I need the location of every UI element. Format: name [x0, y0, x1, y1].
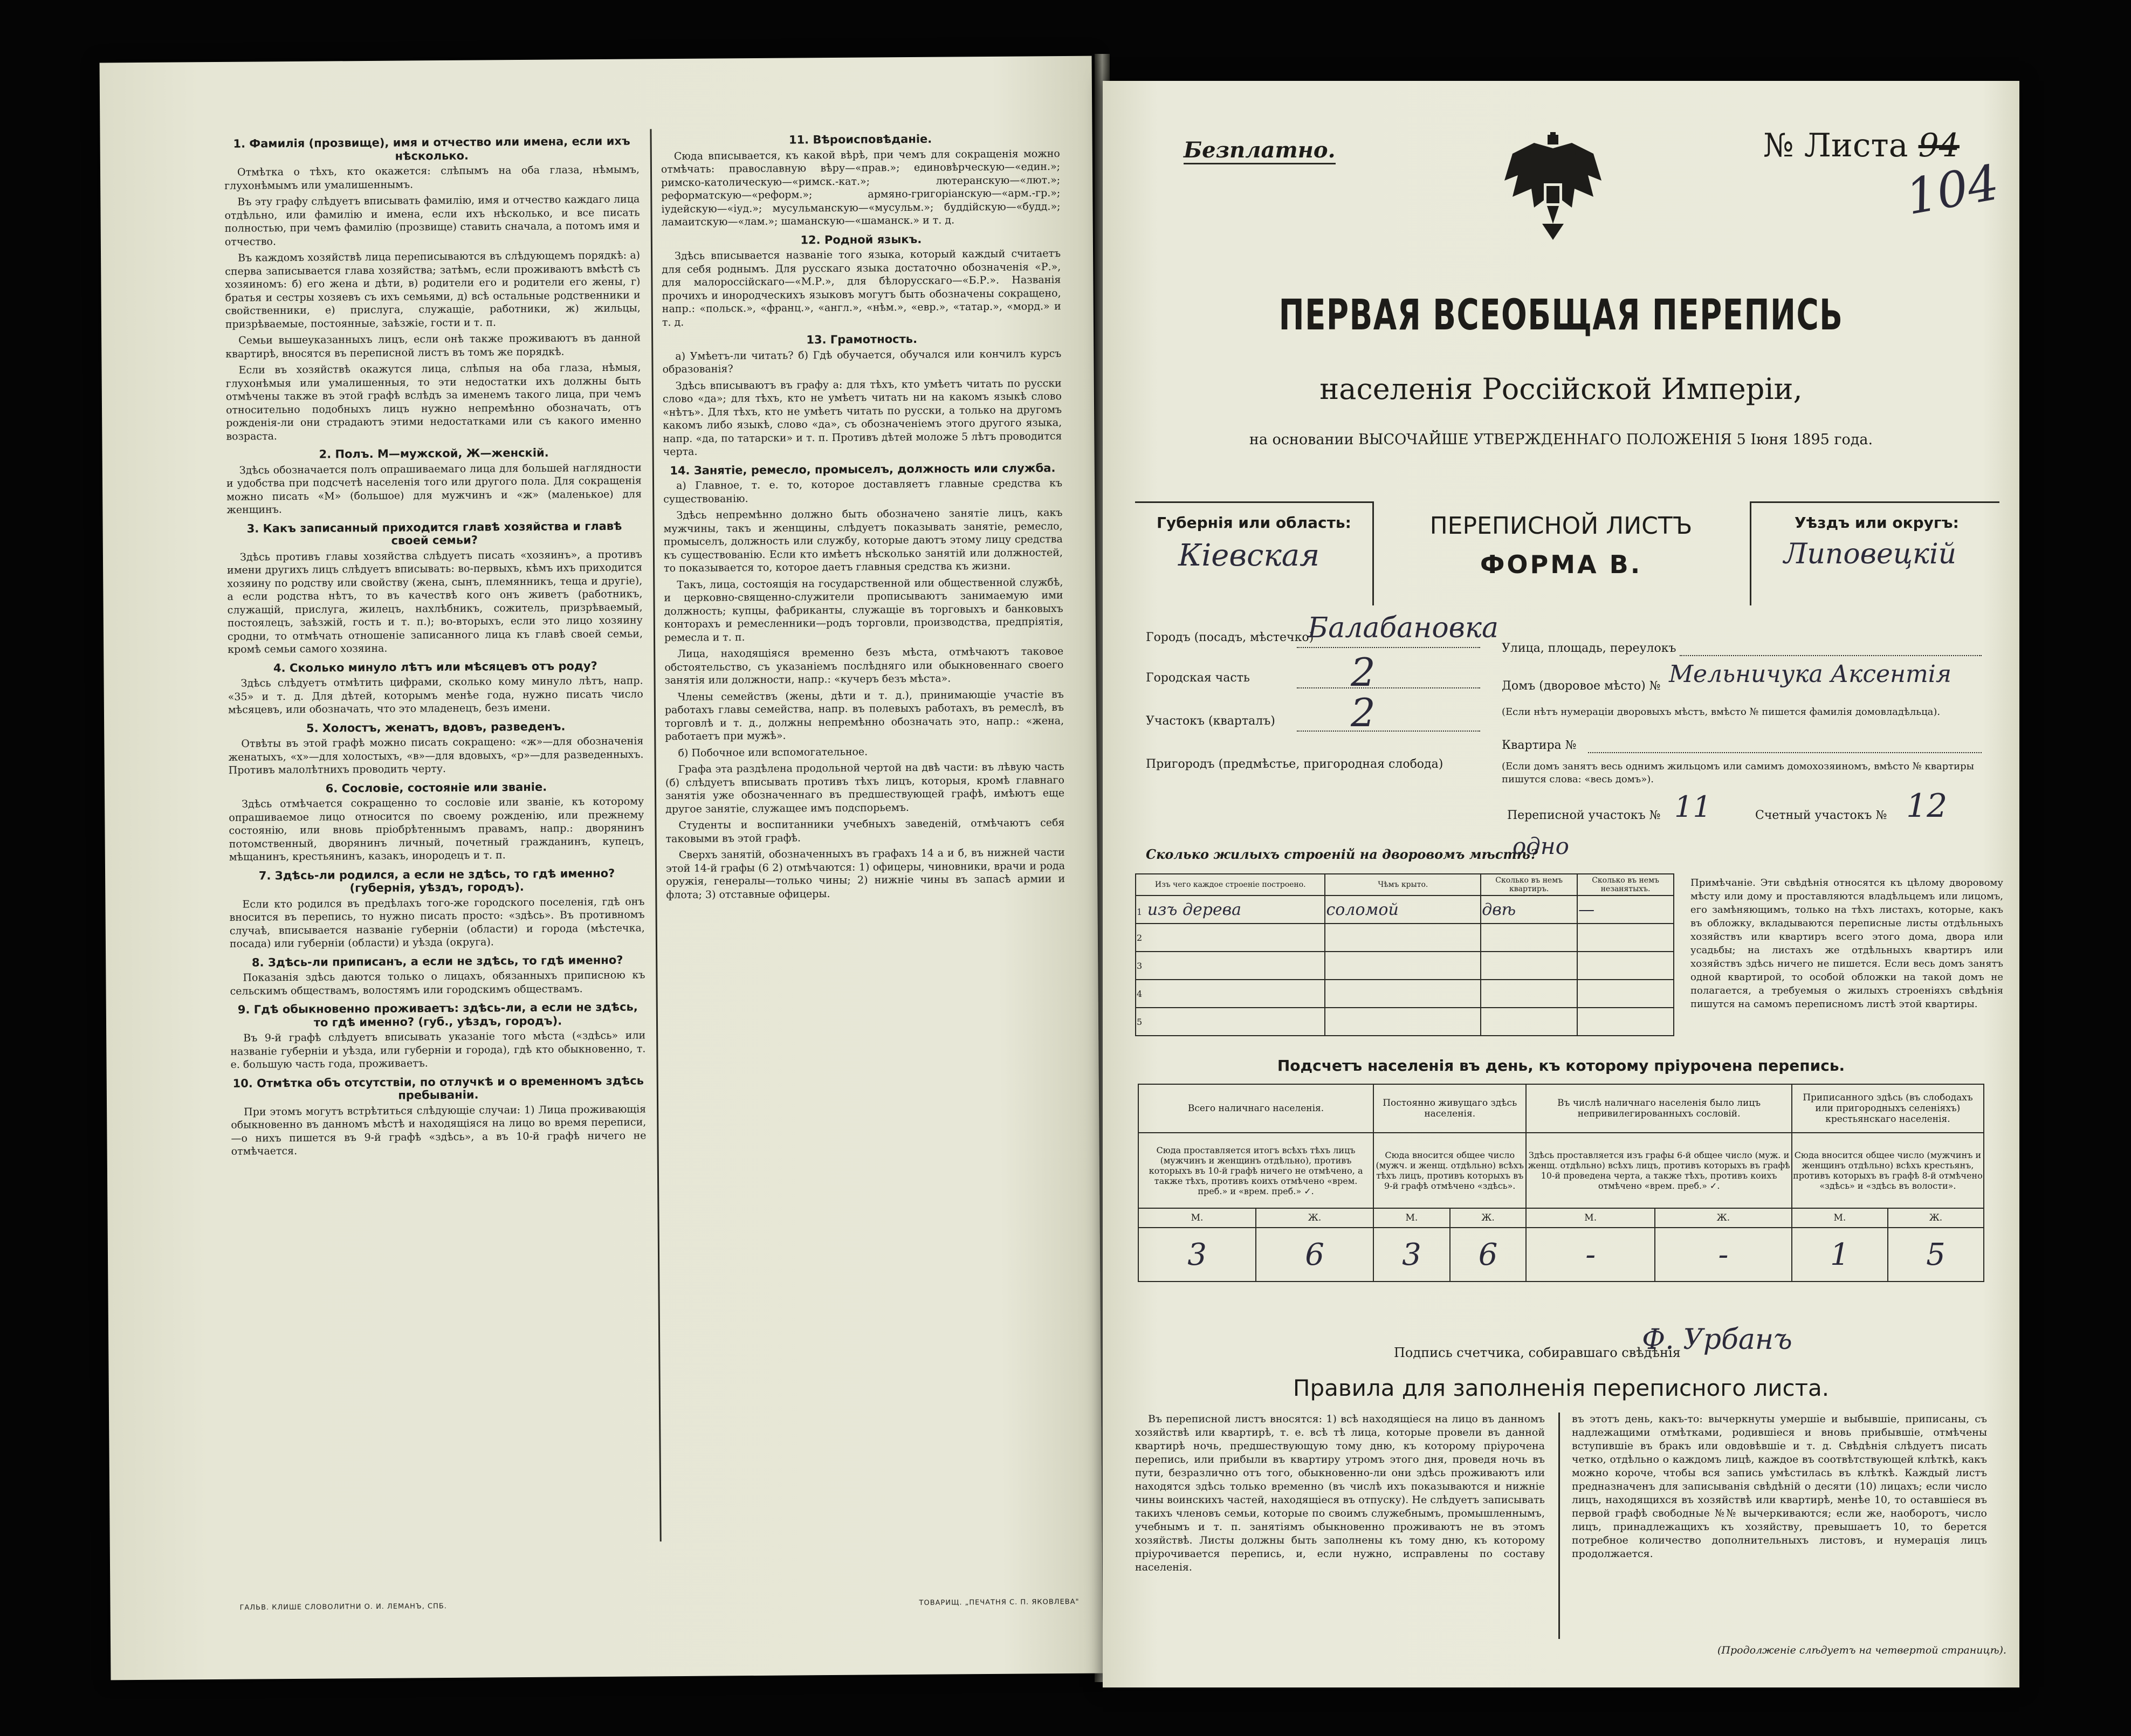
- section-paragraph: Члены семействъ (жены, дѣти и т. д.), принимающіе участіе въ работахъ главы семейства, напр. въ полевыхъ работахъ, въ ремеслѣ, въ торговлѣ и т. д., должны непремѣнно обозначать это, напр.: «жена, работаетъ при мужѣ».: [664, 688, 1064, 743]
- section-paragraph: Такъ, лица, состоящія на государственной или общественной службѣ, и церковно-священно-служители прописываютъ занимаемую ими должность; купцы, фабриканты, служащіе въ торговыхъ и банковыхъ конторахъ и ремесленники—родъ торговли, производства, предпріятія, ремесла и т. п.: [664, 576, 1063, 644]
- rules-continued: (Продолженіе слѣдуетъ на четвертой страницѣ).: [1717, 1644, 2006, 1656]
- section-paragraph: Здѣсь обозначается полъ опрашиваемаго лица для большей наглядности и удобства при подсчетѣ населенія того или другого пола. Для сокращенія можно писать «М» (большое) для мужчинъ и «ж» (маленькое) для женщинъ.: [226, 461, 642, 516]
- count-value: 6: [1256, 1228, 1373, 1282]
- part-label: Городская часть: [1146, 671, 1250, 685]
- count-mz: Ж.: [1655, 1208, 1792, 1228]
- printer-imprint-right: ТОВАРИЩ. „ПЕЧАТНЯ С. П. ЯКОВЛЕВА": [919, 1597, 1080, 1607]
- printer-imprint-left: ГАЛЬВ. КЛИШЕ СЛОВОЛИТНИ О. И. ЛЕМАНЪ, СПБ.: [239, 1602, 447, 1612]
- rules-divider: [1558, 1413, 1560, 1639]
- section-paragraph: При этомъ могутъ встрѣтиться слѣдующіе случаи: 1) Лица проживающія обыкновенно въ данномъ мѣстѣ и находящіяся на лицо во время переписи,—о нихъ пишется въ 9-й графѣ «здѣсь», а въ 10-й графѣ ничего не отмѣчается.: [231, 1103, 647, 1158]
- structures-row-num: 4: [1136, 980, 1325, 1008]
- rules-left-column: Въ переписной листъ вносятся: 1) всѣ находящіеся на лицо въ данномъ хозяйствѣ или квартирѣ, т. е. всѣ тѣ лица, которые провели въ данной квартирѣ ночь, предшествующую тому дню, къ которому пріурочена перепись, или прибыли въ квартиру утромъ этого дня, проведя ночь въ пути, безразлично отъ того, обыкновенно-ли они здѣсь проживаютъ или находятся здѣсь только временно (въ числѣ ихъ показываются и нижніе чины воинскихъ частей, находящіеся въ отпуску). Не слѣдуетъ записывать такихъ членовъ семьи, которые по своимъ служебнымъ, промышленнымъ, учебнымъ и т. п. занятіямъ обыкновенно проживаютъ не въ этомъ хозяйствѣ. Листы должны быть заполнены къ тому дню, къ которому пріурочивается перепись, и, если нужно, исправлены по составу населенія.: [1135, 1413, 1545, 1573]
- section-heading: 12. Родной языкъ.: [800, 232, 922, 246]
- section-heading: 7. Здѣсь-ли родился, а если не здѣсь, то гдѣ именно? (губернія, уѣздъ, городъ).: [258, 866, 615, 895]
- gubernia-value: Кіевская: [1178, 538, 1320, 573]
- schet-uchastok-value: 12: [1906, 787, 1948, 825]
- count-header-permanent: Постоянно живущаго здѣсь населенія.: [1373, 1084, 1526, 1133]
- city-line: [1297, 647, 1480, 648]
- count-mz: М.: [1792, 1208, 1888, 1228]
- section-heading: 2. Полъ. М—мужской, Ж—женскій.: [319, 446, 549, 461]
- section-heading: 3. Какъ записанный приходится главѣ хозяйства и главѣ своей семьи?: [246, 519, 622, 547]
- right-page-census-form: [1103, 81, 2019, 1687]
- section-heading: 13. Грамотность.: [806, 332, 918, 347]
- gubernia-box: [1135, 501, 1374, 605]
- count-mz-row: [1138, 1208, 1984, 1228]
- count-value: 3: [1138, 1228, 1256, 1282]
- form-label: ФОРМА В.: [1480, 550, 1642, 579]
- list-title: ПЕРЕПИСНОЙ ЛИСТЪ: [1429, 512, 1693, 540]
- section-heading: 11. Вѣроисповѣданіе.: [788, 132, 932, 147]
- count-header-peasant: Приписанного здѣсь (въ слободахъ или пригородныхъ селеніяхъ) крестьянскаго населенія.: [1792, 1084, 1984, 1133]
- structures-header-apts: Сколько въ немъ квартиръ.: [1481, 874, 1577, 895]
- sheet-number-label-text: № Листа: [1763, 127, 1908, 164]
- imperial-eagle-emblem: [1502, 132, 1604, 240]
- section-heading: 10. Отмѣтка объ отсутствіи, по отлучкѣ и о временномъ здѣсь пребываніи.: [232, 1073, 644, 1102]
- street-label: Улица, площадь, переулокъ: [1502, 642, 1676, 655]
- structures-table: [1135, 873, 1674, 1036]
- section-paragraph: а) Умѣетъ-ли читать? б) Гдѣ обучается, обучался или кончилъ курсъ образованія?: [662, 347, 1062, 376]
- count-mz: Ж.: [1450, 1208, 1527, 1228]
- section-heading: 8. Здѣсь-ли приписанъ, а если не здѣсь, то гдѣ именно?: [251, 953, 623, 969]
- count-mz: М.: [1373, 1208, 1450, 1228]
- uchastok-value: 2: [1351, 690, 1376, 735]
- uezd-label: Уѣздъ или округъ:: [1795, 514, 1959, 532]
- section-heading: 1. Фамилія (прозвище), имя и отчество или имена, если ихъ нѣсколько.: [233, 134, 630, 163]
- structures-header-row: [1136, 874, 1674, 895]
- count-value: 5: [1888, 1228, 1984, 1282]
- sheet-number-label: [1763, 127, 1960, 164]
- count-value: 3: [1373, 1228, 1450, 1282]
- count-mz: М.: [1138, 1208, 1256, 1228]
- count-mz: М.: [1526, 1208, 1655, 1228]
- column-divider: [650, 129, 661, 1541]
- section-paragraph: Графа эта раздѣлена продольной чертой на двѣ части: въ лѣвую часть (б) слѣдуетъ вписывать противъ тѣхъ лицъ, которыя, кромѣ главнаго занятія уже обозначеннаго въ предшествующей графѣ, имѣютъ еще другое занятіе, служащее имъ подспорьемъ.: [665, 761, 1065, 815]
- perep-uchastok-label: Переписной участокъ №: [1507, 809, 1661, 822]
- left-page-instructions: [100, 56, 1103, 1680]
- structures-row-num: 5: [1136, 1008, 1325, 1036]
- section-paragraph: Здѣсь отмѣчается сокращенно то сословіе или званіе, къ которому опрашиваемое лицо относится по своему рожденію, или прежнему состоянію, или вновь пріобрѣтеннымъ правамъ, напр.: дворянинъ потомственный, дворянинъ личный, почетный гражданинъ, купецъ, мѣщанинъ, крестьянинъ, казакъ, инородецъ и т. п.: [229, 795, 644, 863]
- structures-row-num: 2: [1136, 924, 1325, 952]
- section-paragraph: а) Главное, т. е. то, которое доставляетъ главные средства къ существованію.: [663, 477, 1063, 505]
- section-paragraph: Здѣсь слѣдуетъ отмѣтить цифрами, сколько кому минуло лѣтъ, напр. «35» и т. д. Для дѣтей, которымъ менѣе года, нужно писать число мѣсяцевъ, или обозначать, что это младенецъ, безъ имени.: [228, 674, 643, 716]
- structures-apts: двѣ: [1481, 895, 1577, 924]
- structures-row: [1136, 980, 1674, 1008]
- count-values-row: [1138, 1228, 1984, 1282]
- structures-question: Сколько жилыхъ строеній на дворовомъ мѣстѣ?: [1146, 846, 1538, 862]
- section-paragraph: Здѣсь вписывается названіе того языка, который каждый считаетъ для себя роднымъ. Для русскаго языка достаточно обозначенія «Р.», для малороссійскаго—«М.Р.», для бѣлорусскаго—«Б.Р.». Названія прочихъ и инородческихъ языковъ могутъ быть обозначены сокращено, напр.: «польск.», «франц.», «англ.», «нѣм.», «евр.», «татар.», «морд.» и т. д.: [662, 247, 1061, 328]
- signature-value: Ф. Урбанъ: [1642, 1324, 1792, 1356]
- structures-row-num: 1: [1137, 906, 1143, 917]
- section-paragraph: Сверхъ занятій, обозначенныхъ въ графахъ 14 а и б, въ нижней части этой 14-й графы (6 2) отмѣчаются: 1) офицеры, чиновники, врачи и рода оружія, генералы—только чины; 2) нижніе чины въ запасѣ армии и флота; 3) отставные офицеры.: [665, 846, 1066, 901]
- section-paragraph: Отмѣтка о тѣхъ, кто окажется: слѣпымъ на оба глаза, нѣмымъ, глухонѣмымъ или умалишеннымъ.: [224, 163, 640, 192]
- structures-roof: соломой: [1325, 895, 1481, 924]
- count-mz: Ж.: [1256, 1208, 1373, 1228]
- dom-label: Домъ (дворовое мѣсто) №: [1502, 679, 1661, 693]
- count-header-total: Всего наличнаго населенія.: [1138, 1084, 1373, 1133]
- section-heading: 9. Гдѣ обыкновенно проживаетъ: здѣсь-ли, а если не здѣсь, то гдѣ именно? (губ., уѣздъ, городъ).: [237, 1000, 638, 1029]
- uchastok-label: Участокъ (кварталъ): [1146, 714, 1275, 728]
- free-label: Безплатно.: [1184, 137, 1336, 164]
- section-paragraph: Сюда вписывается, къ какой вѣрѣ, при чемъ для сокращенія можно отмѣчать: православную вѣру—«прав.»; единовѣрческую—«един.»; римско-католическую—«римск.-кат.»; лютеранскую—«лют.»; реформатскую—«реформ.»; армяно-григоріанскую—«арм.-гр.»; іудейскую—«іуд.»; мусульманскую—«мусульм.»; буддійскую—«будд.»; ламаитскую—«лам.»; шаманскую—«шаманск.» и т. д.: [661, 147, 1061, 229]
- section-paragraph: Студенты и воспитанники учебныхъ заведеній, отмѣчаютъ себя таковыми въ этой графѣ.: [665, 816, 1065, 845]
- instructions-column-2: [661, 126, 1069, 1531]
- structures-value: одно: [1513, 833, 1569, 859]
- structures-empty: —: [1577, 895, 1674, 924]
- population-count-table: [1138, 1084, 1984, 1282]
- schet-uchastok-label: Счетный участокъ №: [1755, 809, 1887, 822]
- count-desc-nonprivileged: Здѣсь проставляется изъ графы 6-й общее число (муж. и женщ. отдѣльно) всѣхъ лицъ, противъ которыхъ въ графѣ 10-й проведена черта, а также тѣхъ, противъ коихъ отмѣчено «врем. преб.» ✓.: [1526, 1133, 1791, 1208]
- dom-note: (Если нѣтъ нумераціи дворовыхъ мѣстъ, вмѣсто № пишется фамилія домовладѣльца).: [1502, 706, 1941, 718]
- prigorod-label: Пригородъ (предмѣстье, пригородная слобода): [1146, 757, 1443, 771]
- structures-header-empty: Сколько въ немъ незанятыхъ.: [1577, 874, 1674, 895]
- section-paragraph: Лица, находящіяся временно безъ мѣста, отмѣчаютъ таковое обстоятельство, съ указаніемъ послѣдняго или обыкновеннаго своего занятія или должности, напр.: «кучеръ безъ мѣста».: [664, 645, 1064, 687]
- structures-row: [1136, 924, 1674, 952]
- sheet-number-handwritten: 104: [1902, 154, 2003, 226]
- uezd-value: Липовецкій: [1784, 538, 1957, 570]
- sheet-number-struck: 94: [1918, 127, 1960, 164]
- census-subtitle: населенія Россійской Имперіи,: [1319, 372, 1803, 406]
- count-title: Подсчетъ населенія въ день, къ которому пріурочена перепись.: [1277, 1057, 1845, 1074]
- section-heading: 4. Сколько минуло лѣтъ или мѣсяцевъ отъ роду?: [273, 659, 597, 674]
- count-mz: Ж.: [1888, 1208, 1984, 1228]
- structures-header-roof: Чѣмъ крыто.: [1325, 874, 1481, 895]
- count-value: -: [1526, 1228, 1655, 1282]
- census-title-wrap: [1103, 291, 2019, 340]
- section-heading: 5. Холостъ, женатъ, вдовъ, разведенъ.: [306, 719, 566, 735]
- structures-note: Примѣчаніе. Эти свѣдѣнія относятся къ цѣлому дворовому мѣсту или дому и проставляются владѣльцемъ или лицомъ, его замѣняющимъ, только на тѣхъ листахъ, которые, какъ въ обложку, вкладываются переписные листы отдѣльныхъ хозяйствъ или квартиръ всего этого дома, двора или усадьбы; на листахъ же отдѣльныхъ квартиръ или хозяйствъ здѣсь ничего не пишется. Если весь домъ занятъ одной квартирой, то особой обложки на такой домъ не полагается, а требуемыя о жилыхъ строеніяхъ свѣдѣнія пишутся на самомъ переписномъ листѣ этой квартиры.: [1690, 877, 2003, 1010]
- part-line: [1297, 687, 1480, 688]
- section-paragraph: Если въ хозяйствѣ окажутся лица, слѣпыя на оба глаза, нѣмыя, глухонѣмыя или умалишенныя, то эти недостатки ихъ должны быть отмѣчены также въ этой графѣ вслѣдъ за именемъ такого лица, при чемъ относительно подобныхъ лицъ нужно непремѣнно обозначать, отъ рожденія-ли они страдаютъ этими недостатками или съ какого именно возраста.: [225, 361, 642, 443]
- section-paragraph: Въ 9-й графѣ слѣдуетъ вписывать указаніе того мѣста («здѣсь» или названіе губерніи и уѣзда, или губерніи и города), гдѣ кто обыкновенно, т. е. большую часть года, проживаетъ.: [230, 1029, 646, 1071]
- count-value: -: [1655, 1228, 1792, 1282]
- dom-value: Мельничука Аксентія: [1669, 660, 1951, 688]
- section-paragraph: Показанія здѣсь даются только о лицахъ, обязанныхъ приписною къ сельскимъ обществамъ, волостямъ или городскимъ обществамъ.: [230, 969, 645, 997]
- section-paragraph: Въ эту графу слѣдуетъ вписывать фамилію, имя и отчество каждаго лица отдѣльно, или фамилію и имена, если ихъ нѣсколько, и все писать полностью, при чемъ фамилію (прозвище) ставить сначала, а потомъ имя и отчество.: [224, 193, 640, 248]
- section-paragraph: Здѣсь вписываютъ въ графу а: для тѣхъ, кто умѣетъ читать по русски слово «да»; для тѣхъ, кто не умѣетъ читать ни на какомъ языкѣ слово «нѣтъ». Для тѣхъ, кто не умѣетъ читать по русски, а только на другомъ какомъ либо языкѣ, слово «да», съ обозначеніемъ этого другого языка, напр. «да, по татарски» и т. п. Противъ дѣтей моложе 5 лѣтъ проводится черта.: [662, 377, 1062, 458]
- section-paragraph: б) Побочное или вспомогательное.: [678, 746, 868, 759]
- section-heading: 6. Сословіе, состояніе или званіе.: [325, 780, 547, 795]
- structures-header-material: Изъ чего каждое строеніе построено.: [1136, 874, 1325, 895]
- uezd-box: [1750, 501, 1999, 605]
- kv-label: Квартира №: [1502, 739, 1577, 752]
- section-paragraph: Отвѣты въ этой графѣ можно писать сокращено: «ж»—для обозначенія женатыхъ, «х»—для холостыхъ, «в»—для вдовыхъ, «р»—для разведенныхъ. Противъ малолѣтнихъ проводить черту.: [228, 735, 644, 776]
- city-label: Городъ (посадъ, мѣстечко): [1146, 631, 1314, 644]
- count-desc-row: [1138, 1133, 1984, 1208]
- count-header-row: [1138, 1084, 1984, 1133]
- uchastok-line: [1297, 731, 1480, 732]
- count-desc-permanent: Сюда вносится общее число (мужч. и женщ. отдѣльно) всѣхъ тѣхъ лицъ, противъ которыхъ въ 9-й графѣ отмѣчено «здѣсь».: [1373, 1133, 1526, 1208]
- part-value: 2: [1351, 650, 1376, 695]
- census-title: ПЕРВАЯ ВСЕОБЩАЯ ПЕРЕПИСЬ: [1278, 291, 1844, 340]
- gubernia-label: Губернія или область:: [1157, 514, 1351, 532]
- structures-row-num: 3: [1136, 952, 1325, 980]
- structures-row: [1136, 1008, 1674, 1036]
- structures-row: [1136, 895, 1674, 924]
- kv-line: [1588, 752, 1982, 753]
- section-paragraph: Если кто родился въ предѣлахъ того-же городского поселенія, гдѣ онъ вносится въ перепись, то нужно писать просто: «здѣсь». Въ противномъ случаѣ, вписывается названіе губерніи (области) и города (мѣстечка, посада) или губерніи (области) и уѣзда (округа).: [229, 895, 645, 950]
- signature-label: Подпись счетчика, собиравшаго свѣдѣнія: [1394, 1345, 1681, 1360]
- structures-row: [1136, 952, 1674, 980]
- count-desc-total: Сюда проставляется итогъ всѣхъ тѣхъ лицъ (мужчинъ и женщинъ отдѣльно), противъ которыхъ въ 10-й графѣ ничего не отмѣчено, а также тѣхъ, противъ коихъ отмѣчено «врем. преб.» и «врем. преб.» ✓.: [1138, 1133, 1373, 1208]
- section-paragraph: Въ каждомъ хозяйствѣ лица переписываются въ слѣдующемъ порядкѣ: а) сперва записывается глава хозяйства; затѣмъ, если проживаютъ вмѣстѣ съ хозяиномъ: б) его жена и дѣти, в) родители его и родители его жены, г) братья и сестры хозяевъ съ ихъ семьями, д) всѣ остальные родственники и свойственники, е) прислуга, служащіе, работники, ж) жильцы, призрѣваемые, постоянные, заѣзжіе, гости и т. п.: [225, 249, 641, 330]
- count-value: 6: [1450, 1228, 1527, 1282]
- section-heading: 14. Занятіе, ремесло, промыселъ, должность или служба.: [670, 461, 1056, 477]
- kv-note: (Если домъ занятъ весь однимъ жильцомъ или самимъ домохозяиномъ, вмѣсто № квартиры пишутся слова: «весь домъ»).: [1502, 761, 1974, 785]
- structures-material: изъ дерева: [1147, 900, 1242, 919]
- rules-title: Правила для заполненія переписного листа.: [1293, 1375, 1830, 1401]
- census-basis: на основании ВЫСОЧАЙШЕ УТВЕРЖДЕННАГО ПОЛОЖЕНІЯ 5 Іюня 1895 года.: [1249, 431, 1873, 448]
- count-header-nonprivileged: Въ числѣ наличнаго населенія было лицъ непривилегированныхъ сословій.: [1526, 1084, 1791, 1133]
- count-desc-peasant: Сюда вносится общее число (мужчинъ и женщинъ отдѣльно) всѣхъ крестьянъ, противъ которыхъ въ графѣ 8-й отмѣчено «здѣсь» и «здѣсь въ волости».: [1792, 1133, 1984, 1208]
- count-value: 1: [1792, 1228, 1888, 1282]
- instructions-column-1: [224, 129, 649, 1533]
- section-paragraph: Семьи вышеуказанныхъ лицъ, если онѣ также проживаютъ въ данной квартирѣ, вносятся въ переписной листъ въ томъ же порядкѣ.: [225, 332, 641, 360]
- section-paragraph: Здѣсь противъ главы хозяйства слѣдуетъ писать «хозяинъ», а противъ имени другихъ лицъ слѣдуетъ вписывать: во-первыхъ, кѣмъ ихъ приходится хозяину по родству или свойству (жена, сынъ, племянникъ, теща и другіе), а если родства нѣтъ, то въ качествѣ кого онъ живетъ (работникъ, служащій, прислуга, жилецъ, нахлѣбникъ, сожитель, призрѣваемый, постоялецъ, заѣзжій, гость и т. п.); во-вторыхъ, если это лицо хозяину сродни, то отмѣчать отношеніе записанного лица къ главѣ своей семьи, кромѣ семьи самого хозяина.: [227, 548, 643, 656]
- street-line: [1680, 655, 1982, 656]
- perep-uchastok-value: 11: [1674, 790, 1711, 824]
- rules-right-column: въ этотъ день, какъ-то: вычеркнуты умершіе и выбывшіе, приписаны, съ надлежащими отмѣтками, родившіеся и вновь прибывшіе, отмѣчены вступившіе въ бракъ или овдовѣвшіе и т. д. Свѣдѣнія слѣдуетъ писать четко, отдѣльно о каждомъ лицѣ, каждое въ соотвѣтствующей клѣткѣ, какъ можно короче, чтобы вся запись умѣстилась въ клѣткѣ. Каждый листъ предназначенъ для записыванія свѣдѣній о десяти (10) лицахъ; если число лицъ, находящихся въ хозяйствѣ или квартирѣ, менѣе 10, то оставшіеся въ первой графѣ свободные №№ вычеркиваются; если же, наоборотъ, число лицъ, принадлежащихъ къ хозяйству, превышаетъ 10, то берется потребное количество дополнительныхъ листовъ, и нумерація лицъ продолжается.: [1572, 1413, 1987, 1560]
- section-paragraph: Здѣсь непремѣнно должно быть обозначено занятіе лицъ, какъ мужчины, такъ и женщины, слѣдуетъ показывать занятіе, ремесло, промыселъ, должность или службу, которые даютъ этому лицу средства къ существованію. Если кто имѣетъ нѣсколько занятій или должностей, то показывается то, которое даетъ главныя средства къ жизни.: [663, 507, 1063, 575]
- city-value: Балабановка: [1308, 612, 1498, 644]
